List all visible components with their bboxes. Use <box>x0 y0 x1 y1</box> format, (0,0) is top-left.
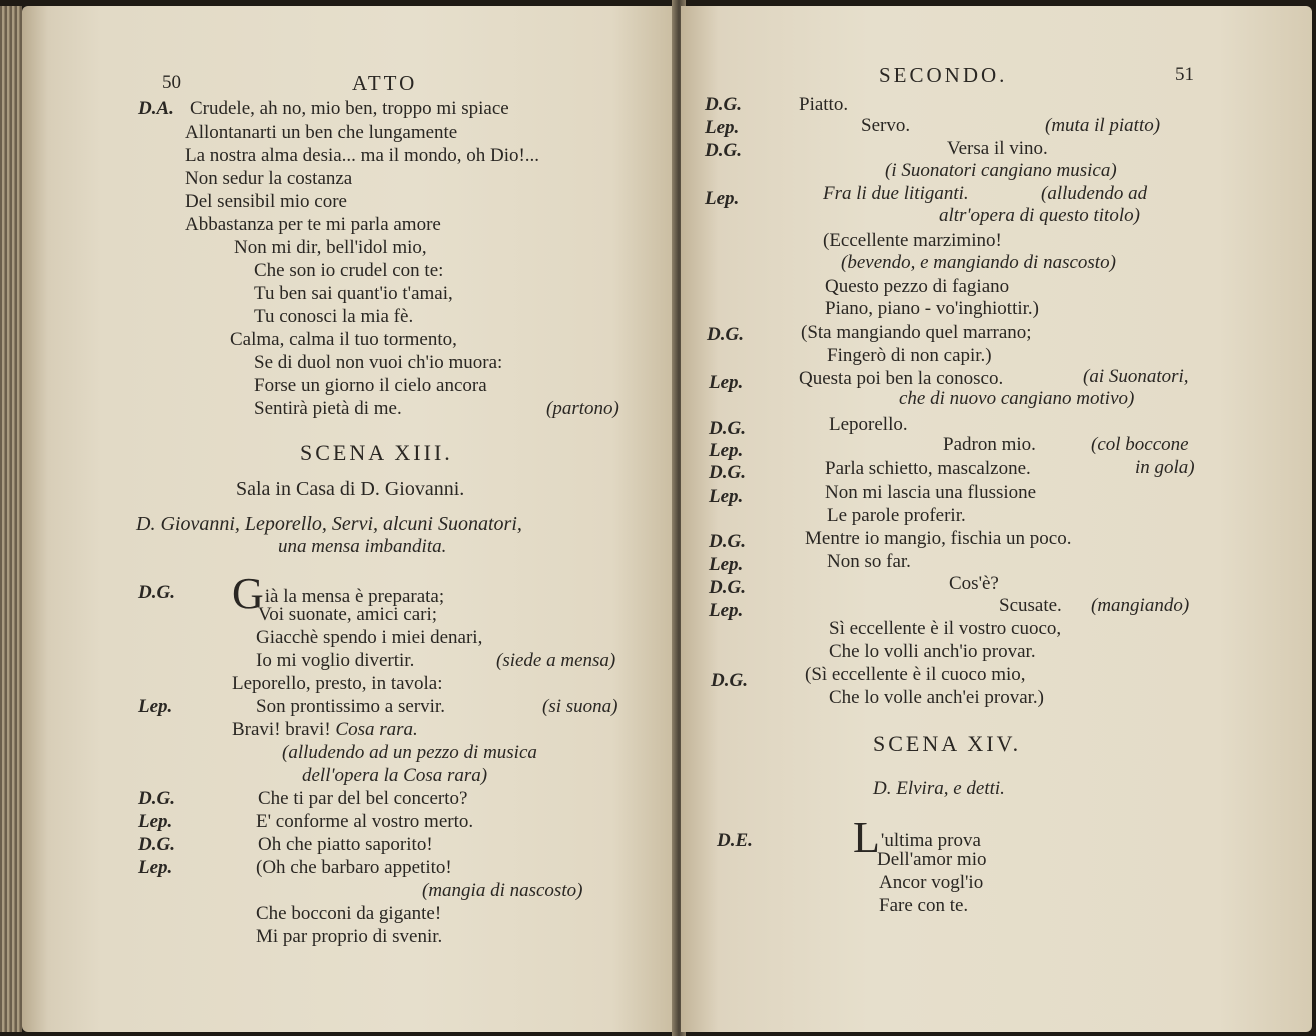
stage-direction: (i Suonatori cangiano musica) <box>885 160 1117 181</box>
page-number-right: 51 <box>1175 64 1194 85</box>
speaker-label: Lep. <box>709 554 744 575</box>
stage-direction: (ai Suonatori, <box>1083 366 1189 387</box>
speaker-label: Lep. <box>138 857 173 878</box>
verse-line: Versa il vino. <box>947 138 1048 159</box>
verse-line: Tu ben sai quant'io t'amai, <box>254 283 453 304</box>
speaker-label: Lep. <box>138 811 173 832</box>
right-page <box>681 6 1312 1032</box>
speaker-label: D.G. <box>138 582 175 603</box>
speaker-label: Lep. <box>705 188 740 209</box>
speaker-label: D.A. <box>138 98 174 119</box>
verse-line: Del sensibil mio core <box>185 191 347 212</box>
stage-direction: (col boccone <box>1091 434 1189 455</box>
verse-line: Che lo volle anch'ei provar.) <box>829 687 1044 708</box>
drop-capital: G <box>232 569 264 618</box>
stage-direction: in gola) <box>1135 457 1195 478</box>
scene-title: SCENA XIV. <box>873 731 1022 756</box>
speaker-label: Lep. <box>709 372 744 393</box>
verse-line: Non sedur la costanza <box>185 168 353 189</box>
scene-setting: Sala in Casa di D. Giovanni. <box>236 478 465 500</box>
verse-line: Padron mio. <box>943 434 1036 455</box>
stage-direction: che di nuovo cangiano motivo) <box>899 388 1135 409</box>
verse-line-text: 'ultima prova <box>880 830 981 851</box>
verse-line: Ancor vogl'io <box>879 872 984 893</box>
italic-phrase: Fra li due litiganti. <box>823 183 969 204</box>
verse-line: E' conforme al vostro merto. <box>256 811 474 832</box>
speaker-label: D.G. <box>711 670 748 691</box>
verse-line: Io mi voglio divertir. <box>256 650 415 671</box>
verse-line: Leporello. <box>829 414 908 435</box>
verse-line <box>232 719 418 741</box>
stage-direction: altr'opera di questo titolo) <box>939 205 1140 226</box>
verse-line: Parla schietto, mascalzone. <box>825 458 1031 479</box>
verse-line: Abbastanza per te mi parla amore <box>185 214 441 235</box>
verse-line: La nostra alma desia... ma il mondo, oh Dio!... <box>185 145 540 166</box>
verse-line: Crudele, ah no, mio ben, troppo mi spiace <box>190 98 509 119</box>
stage-direction: (alludendo ad un pezzo di musica <box>282 742 537 763</box>
speaker-label: D.G. <box>709 418 746 439</box>
verse-line: Calma, calma il tuo tormento, <box>230 329 457 350</box>
verse-line: Piatto. <box>799 94 849 115</box>
verse-line: Son prontissimo a servir. <box>256 696 445 717</box>
italic-phrase: Cosa rara. <box>335 719 418 740</box>
verse-line: Mentre io mangio, fischia un poco. <box>805 528 1072 549</box>
page-number-left: 50 <box>162 72 181 93</box>
verse-line: Che bocconi da gigante! <box>256 903 442 924</box>
verse-line: Questa poi ben la conosco. <box>799 368 1004 389</box>
verse-line: Le parole proferir. <box>827 505 966 526</box>
verse-line: Non mi dir, bell'idol mio, <box>234 237 427 258</box>
verse-line: Se di duol non vuoi ch'io muora: <box>254 352 503 373</box>
verse-line: Che son io crudel con te: <box>254 260 444 281</box>
verse-line: Scusate. <box>999 595 1062 616</box>
stage-direction: (mangiando) <box>1091 595 1190 616</box>
stage-direction: (siede a mensa) <box>496 650 616 671</box>
speaker-label: D.G. <box>709 462 746 483</box>
verse-line: Dell'amor mio <box>877 849 987 870</box>
speaker-label: D.G. <box>709 577 746 598</box>
verse-line: Che ti par del bel concerto? <box>258 788 468 809</box>
book-page-edges <box>0 6 22 1032</box>
speaker-label: Lep. <box>709 440 744 461</box>
verse-line: Sì eccellente è il vostro cuoco, <box>829 618 1062 639</box>
verse-line: Piano, piano - vo'inghiottir.) <box>825 298 1039 319</box>
speaker-label: Lep. <box>138 696 173 717</box>
verse-line: Mi par proprio di svenir. <box>256 926 443 947</box>
stage-direction: (muta il piatto) <box>1045 115 1161 136</box>
verse-line: Forse un giorno il cielo ancora <box>254 375 487 396</box>
verse-line: Voi suonate, amici cari; <box>258 604 438 625</box>
running-head-left: ATTO <box>352 71 418 95</box>
verse-line: Tu conosci la mia fè. <box>254 306 414 327</box>
verse-line: Che lo volli anch'io provar. <box>829 641 1036 662</box>
cast-list: D. Giovanni, Leporello, Servi, alcuni Suonatori, <box>136 513 522 535</box>
stage-direction: dell'opera la Cosa rara) <box>302 765 488 786</box>
speaker-label: D.G. <box>705 94 742 115</box>
verse-line: Non mi lascia una flussione <box>825 482 1037 503</box>
stage-direction: (alludendo ad <box>1041 183 1148 204</box>
verse-line: Leporello, presto, in tavola: <box>232 673 443 694</box>
verse-line-text: ià la mensa è preparata; <box>264 586 445 607</box>
speaker-label: Lep. <box>709 600 744 621</box>
verse-line: Allontanarti un ben che lungamente <box>185 122 458 143</box>
verse-line: (Eccellente marzimino! <box>823 230 1002 251</box>
cast-list: D. Elvira, e detti. <box>873 778 1005 799</box>
stage-direction: (si suona) <box>542 696 618 717</box>
cast-list: una mensa imbandita. <box>278 536 447 557</box>
verse-line: (Sta mangiando quel marrano; <box>801 322 1032 343</box>
stage-direction: (bevendo, e mangiando di nascosto) <box>841 252 1116 273</box>
speaker-label: D.G. <box>707 324 744 345</box>
verse-line: Fare con te. <box>879 895 969 916</box>
verse-line: Oh che piatto saporito! <box>258 834 433 855</box>
drop-capital: L <box>853 813 880 862</box>
speaker-label: Lep. <box>705 117 740 138</box>
speaker-label: D.G. <box>138 834 175 855</box>
speaker-label: D.G. <box>705 140 742 161</box>
verse-line: Non so far. <box>827 551 911 572</box>
verse-line: Cos'è? <box>949 573 999 594</box>
verse-line: Giacchè spendo i miei denari, <box>256 627 483 648</box>
scene-title: SCENA XIII. <box>300 440 453 465</box>
verse-line: Servo. <box>861 115 911 136</box>
verse-line: Sentirà pietà di me. <box>254 398 402 419</box>
speaker-label: D.G. <box>138 788 175 809</box>
speaker-label: Lep. <box>709 486 744 507</box>
speaker-label: D.G. <box>709 531 746 552</box>
speaker-label: D.E. <box>717 830 753 851</box>
verse-line-text: Bravi! bravi! <box>232 719 336 740</box>
verse-line: (Oh che barbaro appetito! <box>256 857 452 878</box>
stage-direction: (mangia di nascosto) <box>422 880 583 901</box>
verse-line: (Sì eccellente è il cuoco mio, <box>805 664 1026 685</box>
stage-direction: (partono) <box>546 398 619 419</box>
verse-line: Fingerò di non capir.) <box>827 345 992 366</box>
running-head-right: SECONDO. <box>879 63 1008 87</box>
verse-line: Questo pezzo di fagiano <box>825 276 1010 297</box>
left-page <box>22 6 677 1032</box>
